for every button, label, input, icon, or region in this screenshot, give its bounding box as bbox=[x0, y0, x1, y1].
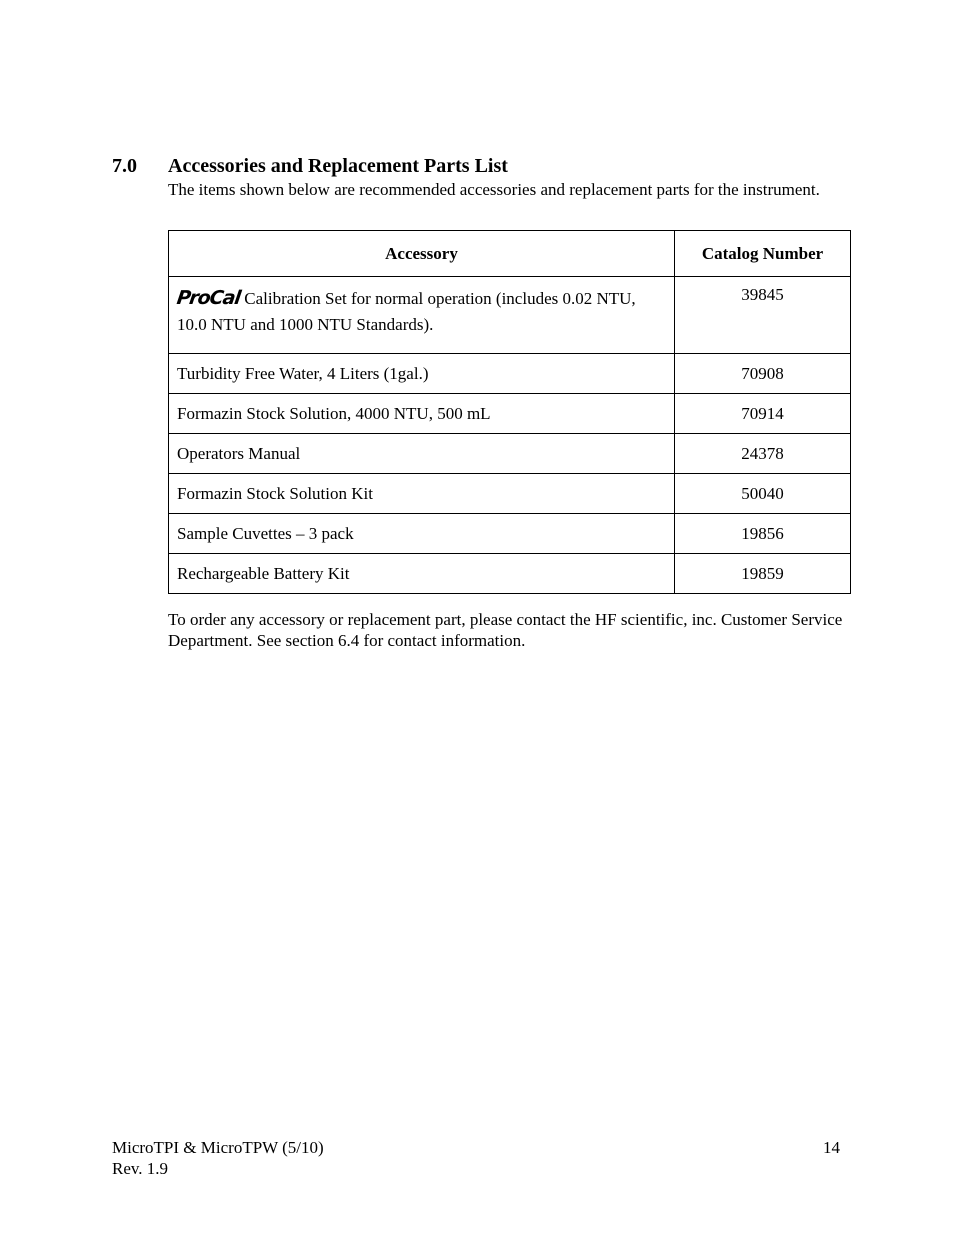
order-note: To order any accessory or replacement part, please contact the HF scientific, inc. Customer Service Department. See section 6.4 for contact information. bbox=[168, 610, 843, 650]
table-row bbox=[169, 514, 851, 554]
accessory-description: Rechargeable Battery Kit bbox=[169, 554, 675, 594]
accessory-description: Operators Manual bbox=[169, 434, 675, 474]
accessory-description bbox=[169, 277, 675, 354]
table-header-row bbox=[169, 231, 851, 277]
catalog-number: 70908 bbox=[675, 354, 851, 394]
accessory-description-text: Calibration Set for normal operation (includes 0.02 NTU, 10.0 NTU and 1000 NTU Standards). bbox=[177, 289, 636, 334]
accessory-description: Formazin Stock Solution, 4000 NTU, 500 mL bbox=[169, 394, 675, 434]
header-catalog-number: Catalog Number bbox=[675, 231, 851, 277]
section-title: Accessories and Replacement Parts List bbox=[168, 155, 508, 177]
table-row bbox=[169, 434, 851, 474]
section-number: 7.0 bbox=[112, 155, 137, 177]
catalog-number: 50040 bbox=[675, 474, 851, 514]
footer-product: MicroTPI & MicroTPW (5/10) bbox=[112, 1138, 324, 1157]
catalog-number: 19859 bbox=[675, 554, 851, 594]
table-row bbox=[169, 394, 851, 434]
footer-left bbox=[112, 1137, 324, 1179]
catalog-number: 70914 bbox=[675, 394, 851, 434]
page-number: 14 bbox=[823, 1138, 840, 1157]
accessory-description: Turbidity Free Water, 4 Liters (1gal.) bbox=[169, 354, 675, 394]
procal-logo: ProCal bbox=[175, 287, 242, 309]
accessory-description: Sample Cuvettes – 3 pack bbox=[169, 514, 675, 554]
footer-revision: Rev. 1.9 bbox=[112, 1159, 169, 1178]
accessory-description: Formazin Stock Solution Kit bbox=[169, 474, 675, 514]
catalog-number: 24378 bbox=[675, 434, 851, 474]
table-row bbox=[169, 474, 851, 514]
header-accessory: Accessory bbox=[169, 231, 675, 277]
catalog-number: 39845 bbox=[675, 277, 851, 354]
table-row bbox=[169, 554, 851, 594]
table-row bbox=[169, 277, 851, 354]
table-row bbox=[169, 354, 851, 394]
parts-table bbox=[168, 230, 851, 594]
section-heading bbox=[112, 155, 508, 178]
catalog-number: 19856 bbox=[675, 514, 851, 554]
section-intro: The items shown below are recommended accessories and replacement parts for the instrument. bbox=[168, 180, 820, 199]
